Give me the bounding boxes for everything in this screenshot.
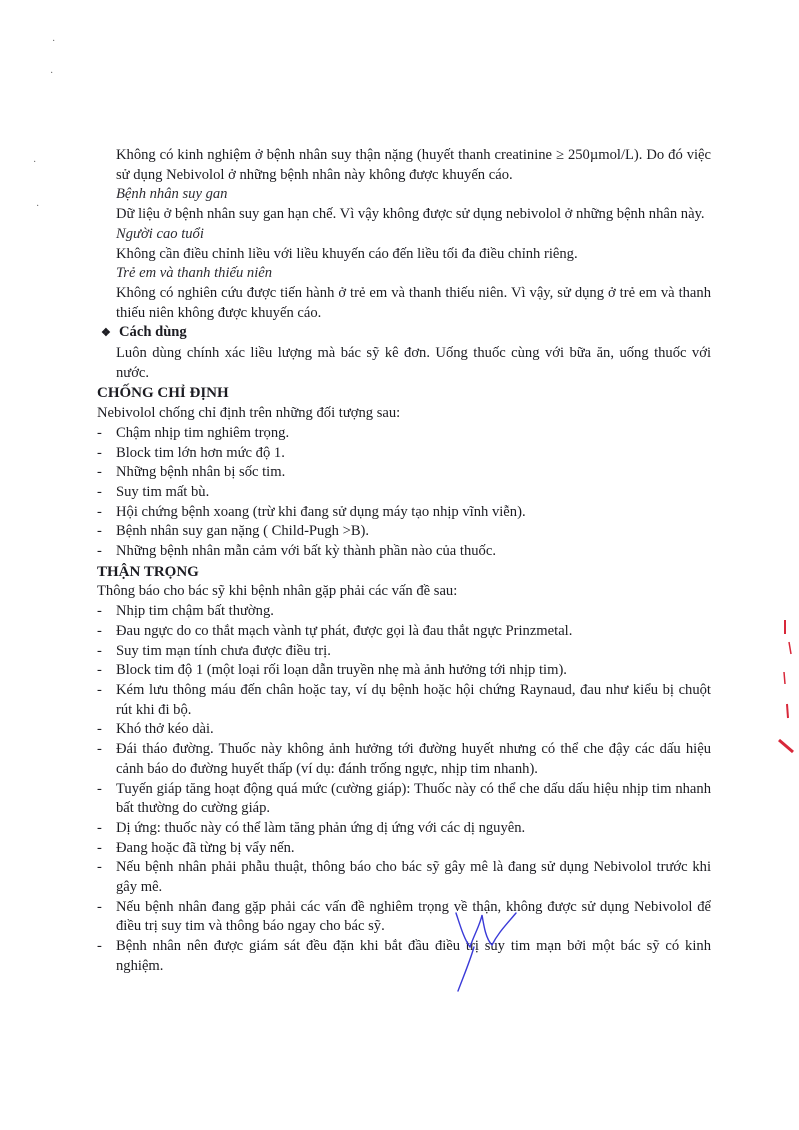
usage-heading (97, 323, 711, 344)
dash-bullet: - (97, 819, 102, 836)
contraindications-title: CHỐNG CHỈ ĐỊNH (97, 385, 229, 402)
scan-speck: · (36, 201, 40, 212)
dash-bullet: - (97, 898, 102, 915)
list-item: - Dị ứng: thuốc này có thể làm tăng phản ứng dị ứng với các dị nguyên. (97, 819, 711, 839)
list-item: - Suy tim mạn tính chưa được điều trị. (97, 642, 711, 662)
dash-bullet: - (97, 622, 102, 639)
contraindications-list (97, 424, 711, 562)
dash-bullet: - (97, 543, 102, 560)
scan-speck: · (52, 36, 56, 47)
dash-bullet: - (97, 741, 102, 758)
dash-bullet: - (97, 464, 102, 481)
list-item: - Đái tháo đường. Thuốc này không ảnh hưởng tới đường huyết nhưng có thể che đậy các dấu hiệu cảnh báo do đường huyết thấp (ví dụ: đánh trống ngực, nhịp tim nhanh). (97, 741, 711, 777)
stamp-mark (789, 642, 791, 654)
list-item: - Chậm nhịp tim nghiêm trọng. (97, 424, 711, 444)
list-item: - Nhịp tim chậm bất thường. (97, 602, 711, 622)
contraindications-intro: Nebivolol chống chỉ định trên những đối tượng sau: (97, 405, 401, 422)
liver-paragraph: Dữ liệu ở bệnh nhân suy gan hạn chế. Vì vậy không được sử dụng nebivolol ở những bệnh nhân này. (116, 206, 705, 223)
dash-bullet: - (97, 483, 102, 500)
document-body (97, 146, 711, 977)
list-item: - Kém lưu thông máu đến chân hoặc tay, ví dụ bệnh hoặc hội chứng Raynaud, đau như kiểu bị chuột rút khi đi bộ. (97, 681, 711, 718)
dash-bullet: - (97, 424, 102, 441)
dash-bullet: - (97, 603, 102, 620)
dash-bullet: - (97, 721, 102, 738)
usage-paragraph: Luôn dùng chính xác liều lượng mà bác sỹ kê đơn. Uống thuốc cùng với bữa ăn, uống thuốc với nước. (116, 345, 711, 381)
list-item: - Khó thở kéo dài. (97, 720, 711, 740)
dash-bullet: - (97, 859, 102, 876)
dash-bullet: - (97, 780, 102, 797)
usage-title: Cách dùng (119, 324, 187, 341)
precautions-intro: Thông báo cho bác sỹ khi bệnh nhân gặp phải các vấn đề sau: (97, 583, 458, 600)
list-item: - Block tim độ 1 (một loại rối loạn dẫn truyền nhẹ mà ảnh hưởng tới nhịp tim). (97, 661, 711, 681)
stamp-mark (784, 672, 785, 684)
renal-paragraph: Không có kinh nghiệm ở bệnh nhân suy thận nặng (huyết thanh creatinine ≥ 250µmol/L). Do đó việc sử dụng Nebivolol ở những bệnh nhân này không được khuyến cáo. (116, 147, 711, 183)
list-item: - Suy tim mất bù. (97, 483, 711, 503)
list-item: - Những bệnh nhân bị sốc tim. (97, 463, 711, 483)
list-item: - Tuyến giáp tăng hoạt động quá mức (cường giáp): Thuốc này có thể che dấu dấu hiệu nhịp tim nhanh bất thường do cường giáp. (97, 780, 711, 817)
dash-bullet: - (97, 662, 102, 679)
scan-speck: · (33, 157, 37, 168)
handwritten-signature (450, 905, 520, 995)
children-paragraph: Không có nghiên cứu được tiến hành ở trẻ em và thanh thiếu niên. Vì vậy, sử dụng ở trẻ em và thanh thiếu niên không được khuyến cáo. (116, 284, 711, 321)
dash-bullet: - (97, 444, 102, 461)
stamp-mark (779, 740, 793, 752)
list-item: - Bệnh nhân nên được giám sát đều đặn khi bắt đầu điều trị suy tim mạn bởi một bác sỹ có kinh nghiệm. (97, 938, 711, 974)
diamond-bullet-icon: ❖ (101, 327, 111, 340)
dash-bullet: - (97, 681, 102, 698)
list-item: - Block tim lớn hơn mức độ 1. (97, 444, 711, 464)
list-item: - Nếu bệnh nhân đang gặp phải các vấn đề nghiêm trọng về thận, không được sử dụng Nebivolol để điều trị suy tim và thông báo ngay cho bác sỹ. (97, 898, 711, 935)
list-item: - Đang hoặc đã từng bị vẩy nến. (97, 839, 711, 859)
dash-bullet: - (97, 523, 102, 540)
precautions-list (97, 602, 711, 976)
list-item: - Bệnh nhân suy gan nặng ( Child-Pugh >B). (97, 522, 711, 542)
elderly-paragraph: Không cần điều chỉnh liều với liều khuyến cáo đến liều tối đa điều chỉnh riêng. (116, 245, 578, 262)
list-item: - Đau ngực do co thắt mạch vành tự phát, được gọi là đau thắt ngực Prinzmetal. (97, 622, 711, 642)
dash-bullet: - (97, 839, 102, 856)
precautions-title: THẬN TRỌNG (97, 563, 199, 580)
dash-bullet: - (97, 503, 102, 520)
liver-subtitle: Bệnh nhân suy gan (116, 186, 228, 203)
signature-stroke (456, 913, 516, 991)
elderly-subtitle: Người cao tuổi (116, 225, 204, 242)
dash-bullet: - (97, 938, 102, 955)
list-item: - Những bệnh nhân mẫn cảm với bất kỳ thành phần nào của thuốc. (97, 542, 711, 562)
list-item: - Nếu bệnh nhân phải phẫu thuật, thông báo cho bác sỹ gây mê là đang sử dụng Nebivolol trước khi gây mê. (97, 859, 711, 896)
scan-speck: · (50, 68, 54, 79)
red-stamp-marks (773, 612, 795, 762)
children-subtitle: Trẻ em và thanh thiếu niên (116, 265, 273, 282)
stamp-mark (787, 704, 788, 718)
dash-bullet: - (97, 642, 102, 659)
list-item: - Hội chứng bệnh xoang (trừ khi đang sử dụng máy tạo nhịp vĩnh viễn). (97, 503, 711, 523)
